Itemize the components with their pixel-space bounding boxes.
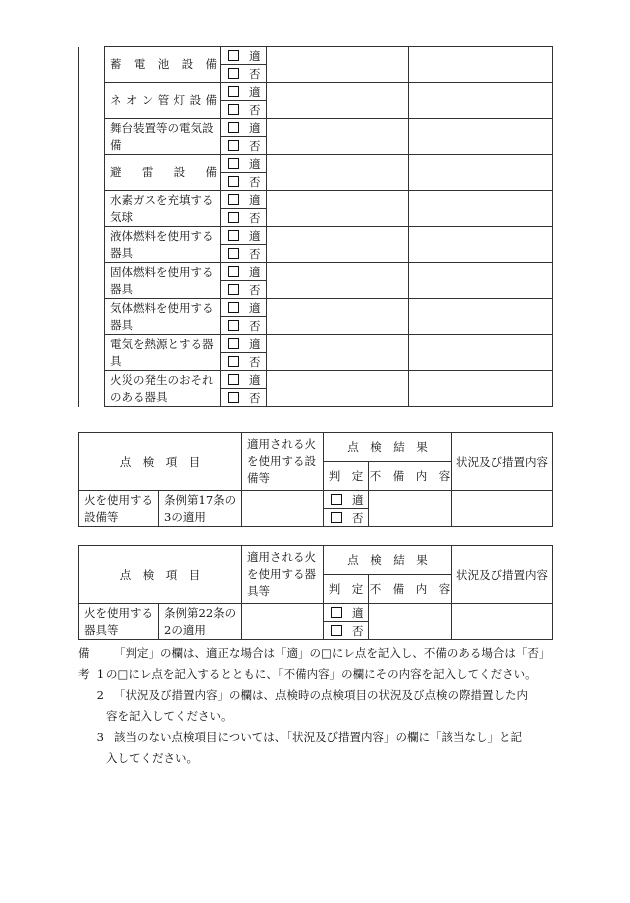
checkbox-icon[interactable]: [331, 512, 342, 523]
checkbox-icon[interactable]: [228, 68, 239, 79]
judge-ng-checkbox[interactable]: 否: [221, 281, 267, 299]
defect-cell[interactable]: [267, 263, 409, 299]
judge-ok-checkbox[interactable]: 適: [324, 604, 369, 622]
note-number: 2: [96, 688, 104, 702]
checkbox-icon[interactable]: [228, 302, 239, 313]
checkbox-icon[interactable]: [228, 392, 239, 403]
status-cell[interactable]: [409, 335, 553, 371]
check-item-label: 水素ガスを充填する気球: [105, 191, 221, 227]
check-row: [79, 155, 553, 173]
judge-ng-checkbox[interactable]: 否: [221, 101, 267, 119]
applied-appliance-cell[interactable]: [242, 604, 324, 640]
header-applied-appliance: 適用される火を使用する器具等: [242, 546, 324, 604]
row-check-item: 火を使用する設備等: [79, 491, 159, 527]
defect-cell[interactable]: [267, 371, 409, 407]
applied-equipment-cell[interactable]: [242, 491, 324, 527]
checkbox-icon[interactable]: [228, 230, 239, 241]
checkbox-icon[interactable]: [228, 122, 239, 133]
checkbox-icon[interactable]: [228, 284, 239, 295]
check-item-label: 気体燃料を使用する器具: [105, 299, 221, 335]
checkbox-icon[interactable]: [228, 194, 239, 205]
checkbox-icon[interactable]: [228, 176, 239, 187]
note-text: 「状況及び措置内容」の欄は、点検時の点検項目の状況及び点検の際措置した内: [114, 688, 528, 702]
status-cell[interactable]: [452, 491, 553, 527]
judge-ok-checkbox[interactable]: 適: [221, 227, 267, 245]
checkbox-icon[interactable]: [331, 494, 342, 505]
header-check-item: 点 検 項 目: [79, 546, 242, 604]
check-item-label: 舞台装置等の電気設備: [105, 119, 221, 155]
judge-ng-checkbox[interactable]: 否: [221, 317, 267, 335]
checkbox-icon[interactable]: [228, 140, 239, 151]
judge-ok-checkbox[interactable]: 適: [221, 119, 267, 137]
check-item-label: 液体燃料を使用する器具: [105, 227, 221, 263]
equipment-check-table: [78, 46, 553, 407]
judge-ok-checkbox[interactable]: 適: [221, 191, 267, 209]
note-text: 該当のない点検項目については、「状況及び措置内容」の欄に「該当なし」と記: [114, 730, 523, 744]
header-judgement: 判 定: [324, 575, 369, 604]
note-text: 「判定」の欄は、適正な場合は「適」の□にレ点を記入し、不備のある場合は「否」: [114, 646, 551, 660]
defect-cell[interactable]: [267, 155, 409, 191]
check-row: [79, 191, 553, 209]
row-check-item: 火を使用する器具等: [79, 604, 159, 640]
status-cell[interactable]: [409, 227, 553, 263]
header-judgement: 判 定: [324, 462, 369, 491]
defect-cell[interactable]: [267, 191, 409, 227]
note-item: [78, 727, 558, 769]
header-defect: 不 備 内 容: [369, 462, 452, 491]
check-item-label: 蓄電池設備: [105, 47, 221, 83]
judge-ng-checkbox[interactable]: 否: [221, 353, 267, 371]
judge-ng-checkbox[interactable]: 否: [221, 65, 267, 83]
checkbox-icon[interactable]: [228, 248, 239, 259]
checkbox-icon[interactable]: [228, 86, 239, 97]
header-status-measures: 状況及び措置内容: [452, 433, 553, 491]
checkbox-icon[interactable]: [331, 625, 342, 636]
checkbox-icon[interactable]: [331, 607, 342, 618]
judge-ok-checkbox[interactable]: 適: [221, 299, 267, 317]
check-row: [79, 47, 553, 65]
check-row: [79, 227, 553, 245]
status-cell[interactable]: [409, 83, 553, 119]
defect-cell[interactable]: [369, 604, 452, 640]
note-text-cont: の□にレ点を記入するとともに、「不備内容」の欄にその内容を記入してください。: [106, 667, 537, 681]
header-applied-equipment: 適用される火を使用する設備等: [242, 433, 324, 491]
checkbox-icon[interactable]: [228, 266, 239, 277]
status-cell[interactable]: [409, 191, 553, 227]
check-item-label: 電気を熱源とする器具: [105, 335, 221, 371]
check-row: [79, 83, 553, 101]
defect-cell[interactable]: [267, 83, 409, 119]
checkbox-icon[interactable]: [228, 320, 239, 331]
header-check-item: 点 検 項 目: [79, 433, 242, 491]
header-defect: 不 備 内 容: [369, 575, 452, 604]
check-item-label: 火災の発生のおそれのある器具: [105, 371, 221, 407]
checkbox-icon[interactable]: [228, 104, 239, 115]
fire-equipment-table: [78, 432, 553, 527]
judge-ng-checkbox[interactable]: 否: [221, 209, 267, 227]
judge-ng-checkbox[interactable]: 否: [324, 509, 369, 527]
note-text-cont: 容を記入してください。: [106, 709, 233, 723]
judge-ng-checkbox[interactable]: 否: [221, 245, 267, 263]
note-item: [78, 643, 558, 685]
checkbox-icon[interactable]: [228, 338, 239, 349]
judge-ok-checkbox[interactable]: 適: [221, 263, 267, 281]
row-ordinance-rule: 条例第17条の3の適用: [159, 491, 242, 527]
check-row: [79, 263, 553, 281]
judge-ok-checkbox[interactable]: 適: [221, 155, 267, 173]
equipment-check-body: [79, 47, 553, 407]
judge-ng-checkbox[interactable]: 否: [221, 389, 267, 407]
checkbox-icon[interactable]: [228, 158, 239, 169]
category-column: [79, 47, 105, 407]
checkbox-icon[interactable]: [228, 356, 239, 367]
check-row: [79, 299, 553, 317]
header-status-measures: 状況及び措置内容: [452, 546, 553, 604]
check-item-label: ネオン管灯設備: [105, 83, 221, 119]
judge-ok-checkbox[interactable]: 適: [221, 83, 267, 101]
status-cell[interactable]: [409, 299, 553, 335]
defect-cell[interactable]: [267, 335, 409, 371]
header-check-result: 点 検 結 果: [324, 546, 452, 575]
defect-cell[interactable]: [369, 491, 452, 527]
fire-appliance-table: [78, 545, 553, 640]
checkbox-icon[interactable]: [228, 374, 239, 385]
status-cell[interactable]: [409, 155, 553, 191]
judge-ng-checkbox[interactable]: 否: [221, 173, 267, 191]
check-item-label: 固体燃料を使用する器具: [105, 263, 221, 299]
status-cell[interactable]: [409, 119, 553, 155]
note-number: 3: [96, 730, 104, 744]
check-row: [79, 371, 553, 389]
checkbox-icon[interactable]: [228, 50, 239, 61]
defect-cell[interactable]: [267, 299, 409, 335]
check-item-label: 避雷設備: [105, 155, 221, 191]
judge-ok-checkbox[interactable]: 適: [221, 47, 267, 65]
judge-ng-checkbox[interactable]: 否: [324, 622, 369, 640]
judge-ok-checkbox[interactable]: 適: [221, 371, 267, 389]
check-row: [79, 119, 553, 137]
judge-ng-checkbox[interactable]: 否: [221, 137, 267, 155]
row-ordinance-rule: 条例第22条の2の適用: [159, 604, 242, 640]
status-cell[interactable]: [409, 263, 553, 299]
defect-cell[interactable]: [267, 119, 409, 155]
check-row: [79, 335, 553, 353]
notes-section: [78, 643, 558, 769]
defect-cell[interactable]: [267, 227, 409, 263]
header-check-result: 点 検 結 果: [324, 433, 452, 462]
defect-cell[interactable]: [267, 47, 409, 83]
notes-label: 備考: [78, 646, 90, 681]
note-item: [78, 685, 558, 727]
judge-ok-checkbox[interactable]: 適: [221, 335, 267, 353]
status-cell[interactable]: [409, 371, 553, 407]
judge-ok-checkbox[interactable]: 適: [324, 491, 369, 509]
note-text-cont: 入してください。: [106, 751, 198, 765]
checkbox-icon[interactable]: [228, 212, 239, 223]
status-cell[interactable]: [409, 47, 553, 83]
note-number: 1: [96, 667, 105, 681]
status-cell[interactable]: [452, 604, 553, 640]
